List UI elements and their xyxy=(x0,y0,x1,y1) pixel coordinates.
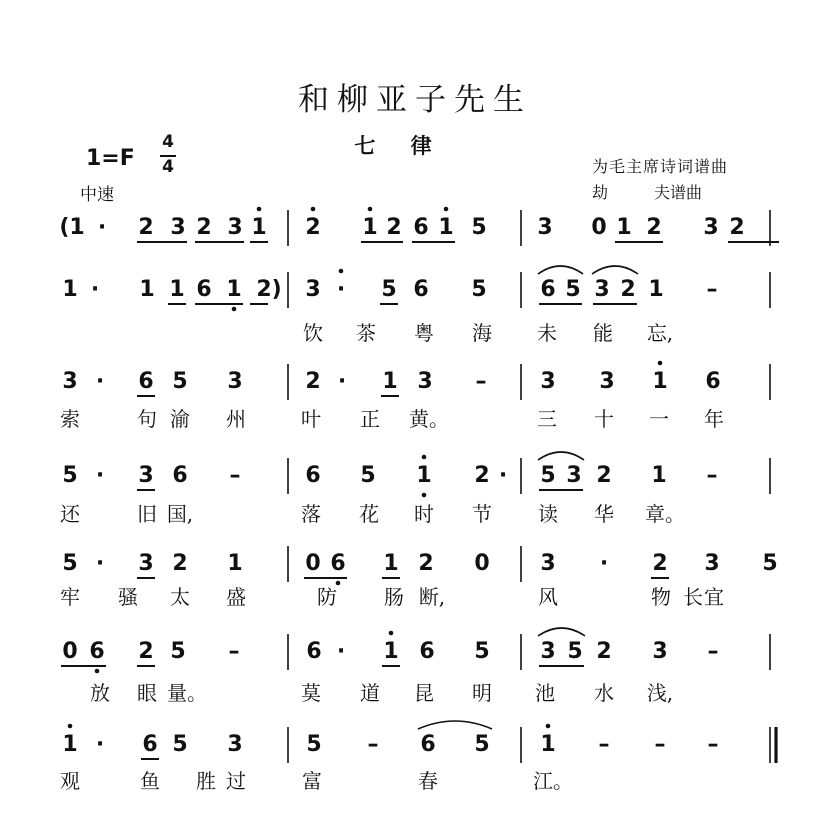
note: 5 xyxy=(540,463,556,488)
barline-token xyxy=(508,639,534,665)
lyric-syllable: 宜 xyxy=(704,585,724,609)
note: 1 xyxy=(383,551,399,576)
note: 5 xyxy=(62,551,78,576)
augmentation-dot: · xyxy=(599,551,609,576)
barline-token xyxy=(757,732,783,758)
lyric-syllable: 正 xyxy=(360,407,380,431)
note: 5 xyxy=(471,215,487,240)
note: 1 xyxy=(438,215,454,240)
slur xyxy=(538,628,585,636)
note: 3 xyxy=(138,463,154,488)
note: 1 xyxy=(540,732,556,757)
lyric-syllable: 落 xyxy=(301,502,321,526)
lyric-syllable: 长 xyxy=(683,585,703,609)
lyric-syllable: 十 xyxy=(594,407,614,431)
lyric-syllable: 未 xyxy=(537,321,557,345)
note: 1 xyxy=(226,277,242,302)
note: 1 xyxy=(616,215,632,240)
note: 2 xyxy=(305,215,321,240)
dash-sustain: – xyxy=(475,369,487,394)
lyric-syllable: 断, xyxy=(418,585,446,609)
octave-dot-below xyxy=(232,307,237,312)
lyric-syllable: 胜 xyxy=(196,769,216,793)
note: 1 xyxy=(651,463,667,488)
lyric-syllable: 量。 xyxy=(167,681,207,705)
dash-sustain: – xyxy=(706,277,718,302)
barline-token xyxy=(275,215,301,241)
note: 3 xyxy=(540,639,556,664)
note: 2 xyxy=(729,215,745,240)
lyric-syllable: 叶 xyxy=(301,407,321,431)
lyric-syllable: 江。 xyxy=(533,769,573,793)
note: 1 xyxy=(62,277,78,302)
lyric-syllable: 章。 xyxy=(645,502,685,526)
octave-dot-above xyxy=(311,207,316,212)
lyric-syllable: 放 xyxy=(90,681,110,705)
augmentation-dot: · xyxy=(336,277,346,302)
octave-dot-above xyxy=(257,207,262,212)
note: (1 xyxy=(59,215,85,240)
dash-sustain: – xyxy=(654,732,666,757)
composer-role: 夫谱曲 xyxy=(654,183,703,202)
dash-sustain: – xyxy=(707,639,719,664)
note: 3 xyxy=(652,639,668,664)
note: 3 xyxy=(703,215,719,240)
composer-name: 劫 xyxy=(592,183,609,202)
lyric-syllable: 肠 xyxy=(384,585,404,609)
barline-token xyxy=(275,277,301,303)
octave-dot-below xyxy=(95,669,100,674)
note: 3 xyxy=(62,369,78,394)
lyric-syllable: 春 xyxy=(418,769,438,793)
slur xyxy=(538,266,583,274)
lyric-syllable: 防 xyxy=(317,585,337,609)
barline-token xyxy=(508,215,534,241)
note: 6 xyxy=(305,463,321,488)
note: 6 xyxy=(419,639,435,664)
note: 3 xyxy=(138,551,154,576)
note: 6 xyxy=(420,732,436,757)
lyric-syllable: 三 xyxy=(537,407,557,431)
time-signature-bottom: 4 xyxy=(162,157,174,177)
barline-token xyxy=(275,369,301,395)
note: 3 xyxy=(540,551,556,576)
lyric-syllable: 能 xyxy=(593,321,613,345)
lyric-syllable: 海 xyxy=(472,321,492,345)
augmentation-dot: · xyxy=(336,639,346,664)
note: 6 xyxy=(306,639,322,664)
note: 3 xyxy=(227,732,243,757)
note: 3 xyxy=(170,215,186,240)
note: 1 xyxy=(382,369,398,394)
note: 5 xyxy=(172,732,188,757)
octave-dot-above xyxy=(422,455,427,460)
slur xyxy=(592,266,638,274)
tempo-marking: 中速 xyxy=(80,185,114,205)
note: 5 xyxy=(360,463,376,488)
augmentation-dot: · xyxy=(90,277,100,302)
lyric-syllable: 牢 xyxy=(60,585,80,609)
octave-dot-above xyxy=(444,207,449,212)
note: 6 xyxy=(705,369,721,394)
note: 2 xyxy=(138,639,154,664)
lyric-syllable: 明 xyxy=(472,681,492,705)
note: 3 xyxy=(227,215,243,240)
time-signature-top: 4 xyxy=(162,132,174,152)
lyric-syllable: 风 xyxy=(538,585,558,609)
barline-token xyxy=(275,639,301,665)
key-signature: 1=F xyxy=(86,146,135,171)
note: 6 xyxy=(172,463,188,488)
note: 3 xyxy=(704,551,720,576)
lyric-syllable: 州 xyxy=(226,407,246,431)
note: 2 xyxy=(646,215,662,240)
octave-dot-above xyxy=(389,631,394,636)
note: 2 xyxy=(620,277,636,302)
lyric-syllable: 索 xyxy=(60,407,80,431)
lyric-syllable: 太 xyxy=(170,585,190,609)
barline-token xyxy=(275,463,301,489)
augmentation-dot: · xyxy=(95,369,105,394)
lyric-syllable: 粤 xyxy=(414,321,434,345)
lyric-syllable: 一 xyxy=(649,407,669,431)
lyric-syllable: 黄。 xyxy=(409,407,449,431)
note: 1 xyxy=(227,551,243,576)
barline-token xyxy=(275,551,301,577)
barline-token xyxy=(275,732,301,758)
note: 2 xyxy=(474,463,490,488)
note: 2 xyxy=(172,551,188,576)
note: 2 xyxy=(305,369,321,394)
lyric-syllable: 水 xyxy=(594,681,614,705)
note: 6 xyxy=(196,277,212,302)
note: 2 xyxy=(652,551,668,576)
barline-token xyxy=(508,463,534,489)
barline-token xyxy=(757,463,783,489)
dash-sustain: – xyxy=(707,732,719,757)
note: 5 xyxy=(762,551,778,576)
note: 2 xyxy=(196,215,212,240)
lyric-syllable: 浅, xyxy=(646,681,674,705)
lyric-syllable: 饮 xyxy=(303,321,323,345)
octave-dot-above xyxy=(368,207,373,212)
note: 2) xyxy=(256,277,282,302)
octave-dot-above xyxy=(658,361,663,366)
lyric-syllable: 国, xyxy=(166,502,194,526)
note: 5 xyxy=(170,639,186,664)
note: 6 xyxy=(138,369,154,394)
note: 6 xyxy=(89,639,105,664)
note: 2 xyxy=(138,215,154,240)
lyric-syllable: 眼 xyxy=(137,681,157,705)
note: 1 xyxy=(62,732,78,757)
lyric-syllable: 昆 xyxy=(414,681,434,705)
barline-token xyxy=(757,277,783,303)
dash-sustain: – xyxy=(598,732,610,757)
octave-dot-above xyxy=(546,724,551,729)
lyric-syllable: 茶 xyxy=(356,321,376,345)
note: 0 xyxy=(591,215,607,240)
note: 6 xyxy=(540,277,556,302)
augmentation-dot: · xyxy=(498,463,508,488)
lyric-syllable: 华 xyxy=(594,502,614,526)
octave-dot-above xyxy=(68,724,73,729)
note: 5 xyxy=(474,639,490,664)
note: 2 xyxy=(596,463,612,488)
note: 6 xyxy=(330,551,346,576)
note: 3 xyxy=(594,277,610,302)
barline-token xyxy=(757,215,783,241)
note: 1 xyxy=(383,639,399,664)
barline-token xyxy=(508,732,534,758)
note: 0 xyxy=(62,639,78,664)
dash-sustain: – xyxy=(228,639,240,664)
lyric-syllable: 过 xyxy=(226,769,246,793)
note: 5 xyxy=(172,369,188,394)
dash-sustain: – xyxy=(367,732,379,757)
song-subtitle: 七 律 xyxy=(354,133,446,158)
note: 5 xyxy=(474,732,490,757)
lyric-syllable: 鱼 xyxy=(140,769,160,793)
lyric-syllable: 观 xyxy=(60,769,80,793)
note: 1 xyxy=(416,463,432,488)
slur xyxy=(538,452,584,460)
lyric-syllable: 池 xyxy=(535,681,555,705)
note: 0 xyxy=(305,551,321,576)
note: 3 xyxy=(227,369,243,394)
lyric-syllable: 年 xyxy=(704,407,724,431)
lyric-syllable: 花 xyxy=(359,502,379,526)
note: 1 xyxy=(652,369,668,394)
note: 0 xyxy=(474,551,490,576)
lyric-syllable: 时 xyxy=(414,502,434,526)
lyric-syllable: 节 xyxy=(472,502,492,526)
barline-token xyxy=(508,551,534,577)
note: 5 xyxy=(471,277,487,302)
slur xyxy=(418,721,492,729)
lyric-syllable: 还 xyxy=(60,502,80,526)
note: 6 xyxy=(413,277,429,302)
note: 2 xyxy=(418,551,434,576)
augmentation-dot: · xyxy=(95,463,105,488)
augmentation-dot: · xyxy=(97,215,107,240)
lyric-syllable: 句 xyxy=(137,407,157,431)
note: 5 xyxy=(567,639,583,664)
note: 1 xyxy=(139,277,155,302)
octave-dot-below xyxy=(422,493,427,498)
note: 3 xyxy=(537,215,553,240)
note: 5 xyxy=(381,277,397,302)
lyric-syllable: 渝 xyxy=(170,407,190,431)
augmentation-dot: · xyxy=(337,369,347,394)
note: 3 xyxy=(417,369,433,394)
octave-dot-above xyxy=(339,269,344,274)
lyric-syllable: 物 xyxy=(651,585,671,609)
note: 6 xyxy=(142,732,158,757)
lyric-syllable: 莫 xyxy=(301,681,321,705)
lyric-syllable: 读 xyxy=(538,502,558,526)
note: 2 xyxy=(596,639,612,664)
note: 5 xyxy=(565,277,581,302)
note: 3 xyxy=(305,277,321,302)
note: 6 xyxy=(413,215,429,240)
barline-token xyxy=(508,369,534,395)
barline-token xyxy=(757,369,783,395)
barline-token xyxy=(757,639,783,665)
note: 1 xyxy=(169,277,185,302)
song-title: 和柳亚子先生 xyxy=(298,82,532,118)
barline-token xyxy=(508,277,534,303)
lyric-syllable: 骚 xyxy=(118,585,138,609)
note: 3 xyxy=(566,463,582,488)
lyric-syllable: 忘, xyxy=(646,321,674,345)
lyric-syllable: 富 xyxy=(302,769,322,793)
lyric-syllable: 道 xyxy=(360,681,380,705)
note: 3 xyxy=(540,369,556,394)
augmentation-dot: · xyxy=(95,551,105,576)
note: 1 xyxy=(362,215,378,240)
lyrics-credit: 为毛主席诗词谱曲 xyxy=(592,157,729,176)
note: 3 xyxy=(599,369,615,394)
note: 2 xyxy=(386,215,402,240)
note: 5 xyxy=(306,732,322,757)
lyric-syllable: 旧 xyxy=(137,502,157,526)
note: 5 xyxy=(62,463,78,488)
augmentation-dot: · xyxy=(95,732,105,757)
note: 1 xyxy=(648,277,664,302)
lyric-syllable: 盛 xyxy=(226,585,246,609)
dash-sustain: – xyxy=(706,463,718,488)
note: 1 xyxy=(251,215,267,240)
dash-sustain: – xyxy=(229,463,241,488)
